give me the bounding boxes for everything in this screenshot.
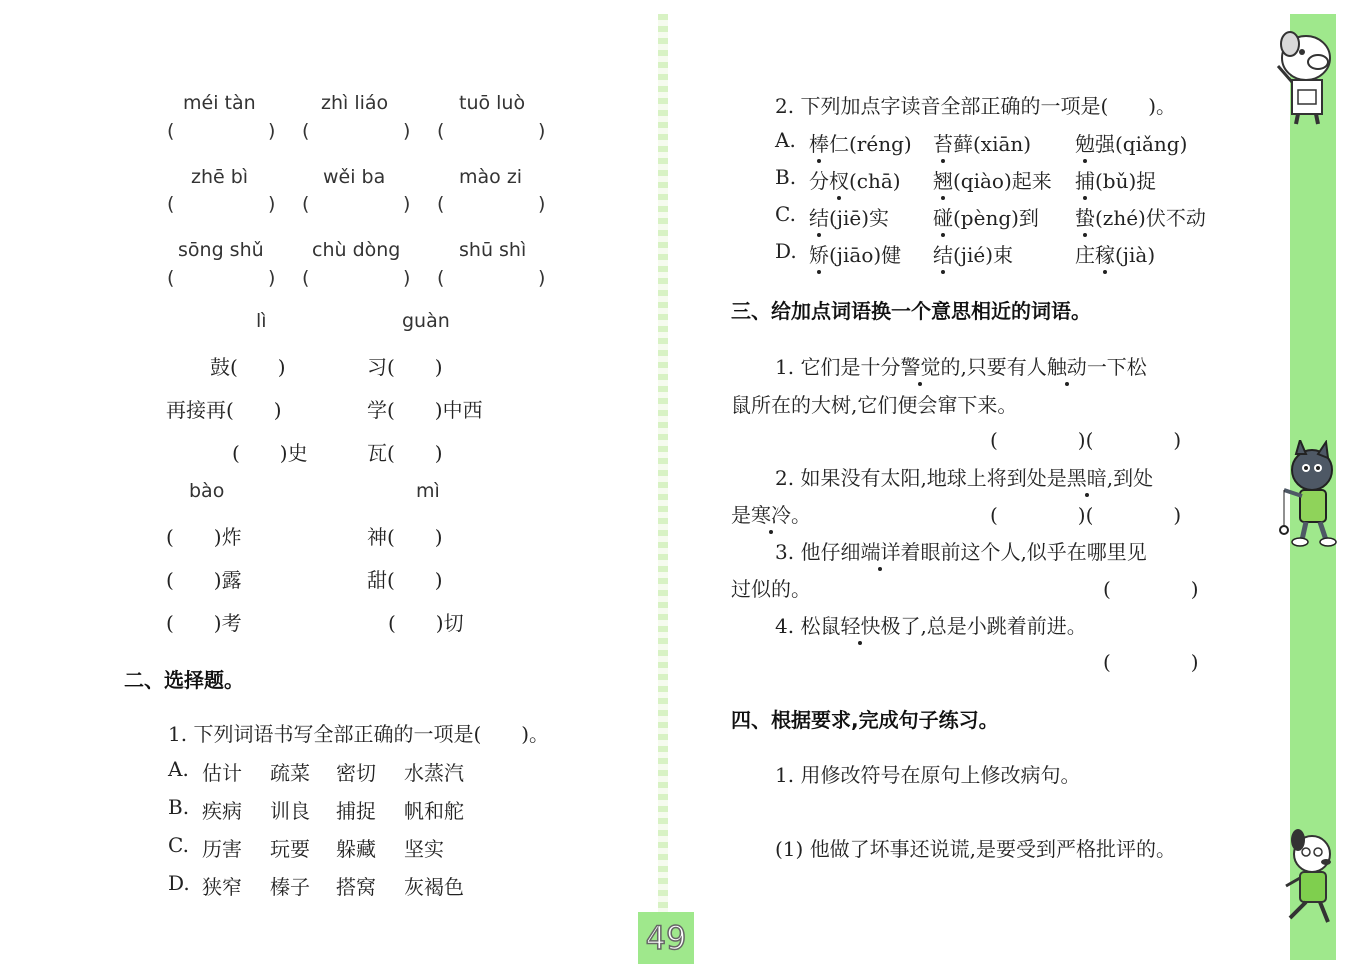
answer-blank: ( )( ) — [990, 503, 1182, 527]
sentence-line: 是寒冷。 — [731, 503, 811, 527]
dotted-char: 矫 — [809, 243, 829, 267]
dotted-char: 稼 — [1095, 243, 1115, 267]
dotted-word: 端详 — [860, 540, 901, 564]
answer-blank-close: ) — [538, 120, 546, 142]
dotted-char: 苔 — [933, 132, 953, 156]
word-blank: 再接再( ) — [166, 398, 282, 422]
pinyin-label: mào zi — [459, 166, 523, 188]
dotted-char: 蛰 — [1075, 206, 1095, 230]
answer-blank-open: ( — [302, 193, 310, 215]
dotted-word: 警觉 — [900, 355, 941, 379]
answer-blank-open: ( — [302, 120, 310, 142]
option-row-c: C. 结(jiē)实 碰(pèng)到 蛰(zhé)伏不动 — [775, 202, 1206, 230]
pinyin-label: sōng shǔ — [178, 239, 264, 261]
word-blank: ( )切 — [388, 611, 464, 635]
answer-blank-close: ) — [403, 267, 411, 289]
word-blank: 神( ) — [367, 525, 443, 549]
section-heading: 四、根据要求,完成句子练习。 — [731, 708, 999, 732]
answer-blank-close: ) — [403, 120, 411, 142]
word-blank: 甜( ) — [367, 568, 443, 592]
pinyin-label: guàn — [402, 310, 450, 332]
question-stem: 1. 下列词语书写全部正确的一项是( )。 — [168, 722, 550, 746]
mascot-pig-icon — [1268, 18, 1338, 128]
dotted-char: 翘 — [933, 169, 953, 193]
answer-blank-close: ) — [538, 267, 546, 289]
pinyin-label: méi tàn — [183, 92, 256, 114]
dotted-char: 结 — [809, 206, 829, 230]
pinyin-label: chù dòng — [312, 239, 401, 261]
pinyin-label: wěi ba — [323, 166, 386, 188]
word-blank: ( )考 — [166, 611, 242, 635]
word-blank: 习( ) — [367, 355, 443, 379]
sentence-to-correct: (1) 他做了坏事还说谎,是要受到严格批评的。 — [775, 837, 1177, 861]
question-stem: 1. 用修改符号在原句上修改病句。 — [775, 763, 1081, 787]
dotted-char: 杈 — [829, 169, 849, 193]
option-row-d: D. 矫(jiāo)健 结(jié)束 庄稼(jià) — [775, 239, 1156, 267]
word-blank: ( )露 — [166, 568, 242, 592]
answer-blank-open: ( — [167, 193, 175, 215]
question-stem: 2. 下列加点字读音全部正确的一项是( )。 — [775, 94, 1177, 118]
answer-blank-open: ( — [167, 120, 175, 142]
answer-blank-open: ( — [437, 267, 445, 289]
page-spine — [658, 14, 668, 919]
dotted-char: 捕 — [1075, 169, 1095, 193]
section-heading: 二、选择题。 — [124, 668, 244, 692]
option-row-b: B. 分杈(chā) 翘(qiào)起来 捕(bǔ)捉 — [775, 165, 1157, 193]
answer-blank-close: ) — [268, 267, 276, 289]
sentence-line: 鼠所在的大树,它们便会窜下来。 — [731, 393, 1018, 417]
dotted-char: 碰 — [933, 206, 953, 230]
pinyin-label: bào — [189, 480, 225, 502]
option-row-c: C. 历害 玩要 躲藏 坚实 — [168, 833, 444, 861]
sentence-line: 3. 他仔细端详着眼前这个人,似乎在哪里见 — [775, 540, 1147, 564]
option-row-a: A. 棒仁(réng) 苔藓(xiān) 勉强(qiǎng) — [775, 128, 1188, 156]
dotted-char: 勉 — [1075, 132, 1095, 156]
dotted-char: 棒 — [809, 132, 829, 156]
option-row-a: A. 估计 疏菜 密切 水蒸汽 — [168, 757, 464, 785]
answer-blank-close: ) — [268, 120, 276, 142]
word-blank: ( )史 — [232, 441, 308, 465]
pinyin-label: mì — [416, 480, 440, 502]
pinyin-label: tuō luò — [459, 92, 526, 114]
word-blank: ( )炸 — [166, 525, 242, 549]
answer-blank-open: ( — [437, 120, 445, 142]
mascot-dog-icon — [1276, 828, 1342, 928]
pinyin-label: shū shì — [459, 239, 527, 261]
answer-blank-open: ( — [437, 193, 445, 215]
answer-blank: ( ) — [1103, 650, 1199, 674]
word-blank: 鼓( ) — [210, 355, 286, 379]
option-row-d: D. 狭窄 榛子 搭窝 灰褐色 — [168, 871, 464, 899]
word-blank: 学( )中西 — [367, 398, 483, 422]
dotted-char: 结 — [933, 243, 953, 267]
page-number: 49 — [638, 912, 694, 964]
answer-blank: ( )( ) — [990, 428, 1182, 452]
answer-blank-close: ) — [403, 193, 411, 215]
sentence-line: 1. 它们是十分警觉的,只要有人触动一下松 — [775, 355, 1147, 379]
mascot-wolf-icon — [1272, 440, 1344, 550]
dotted-word: 触动 — [1046, 355, 1087, 379]
sentence-line: 2. 如果没有太阳,地球上将到处是黑暗,到处 — [775, 466, 1154, 490]
answer-blank: ( ) — [1103, 577, 1199, 601]
answer-blank-open: ( — [167, 267, 175, 289]
word-blank: 瓦( ) — [367, 441, 443, 465]
dotted-word: 轻快 — [840, 614, 881, 638]
section-heading: 三、给加点词语换一个意思相近的词语。 — [731, 299, 1091, 323]
answer-blank-open: ( — [302, 267, 310, 289]
answer-blank-close: ) — [538, 193, 546, 215]
sentence-line: 4. 松鼠轻快极了,总是小跳着前进。 — [775, 614, 1087, 638]
sentence-line: 过似的。 — [731, 577, 811, 601]
dotted-word: 黑暗 — [1066, 466, 1107, 490]
pinyin-label: zhì liáo — [321, 92, 389, 114]
pinyin-label: zhē bì — [191, 166, 249, 188]
pinyin-label: lì — [256, 310, 267, 332]
answer-blank-close: ) — [268, 193, 276, 215]
dotted-word: 寒冷 — [751, 503, 791, 527]
option-row-b: B. 疾病 训良 捕捉 帆和舵 — [168, 795, 464, 823]
